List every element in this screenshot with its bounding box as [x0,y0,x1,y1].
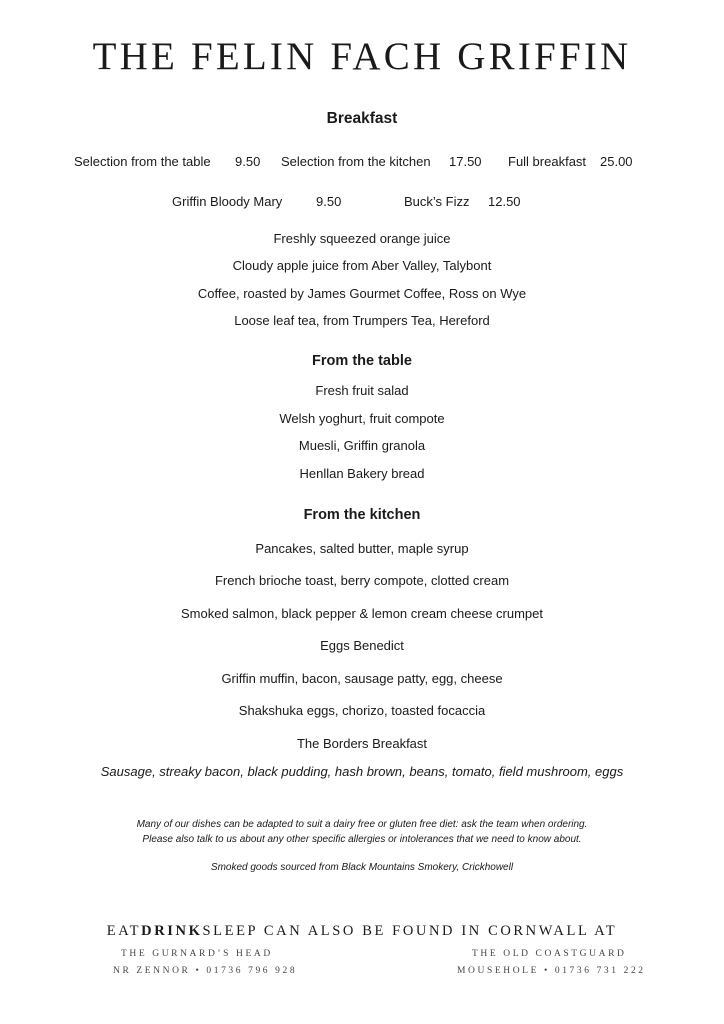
price-value: 25.00 [600,154,633,169]
menu-item: Muesli, Griffin granola [298,438,426,453]
breakfast-heading: Breakfast [326,110,398,127]
menu-item: Henllan Bakery bread [299,466,425,481]
drink-item: Freshly squeezed orange juice [273,231,451,246]
menu-item: Eggs Benedict [320,638,404,653]
price-value: 9.50 [316,194,342,209]
price-value: 12.50 [488,194,521,209]
price-value: 17.50 [449,154,482,169]
sleep-text: SLEEP CAN ALSO BE FOUND IN CORNWALL AT [202,923,618,939]
borders-breakfast-detail: Sausage, streaky bacon, black pudding, hash brown, beans, tomato, field mushroom, eggs [100,764,624,779]
price-label: Selection from the kitchen [281,154,431,169]
menu-item: Smoked salmon, black pepper & lemon cream cheese crumpet [180,606,543,621]
gurnards-head-contact: NR ZENNOR • 01736 796 928 [113,966,298,976]
price-label: Selection from the table [74,154,211,169]
menu-item: Shakshuka eggs, chorizo, toasted focaccia [238,703,486,718]
dietary-note: Many of our dishes can be adapted to suit a dairy free or gluten free diet: ask the team when ordering. [136,819,588,830]
price-label: Full breakfast [508,154,587,169]
allergy-note: Please also talk to us about any other specific allergies or intolerances that we need to know about. [142,834,582,845]
old-coastguard-name: THE OLD COASTGUARD [472,949,627,959]
restaurant-title: THE FELIN FACH GRIFFIN [92,35,632,78]
menu-item: Fresh fruit salad [315,383,409,398]
from-table-heading: From the table [312,353,412,369]
smokery-note: Smoked goods sourced from Black Mountains Smokery, Crickhowell [210,862,514,873]
menu-item: French brioche toast, berry compote, clotted cream [214,573,510,588]
drink-text: DRINK [141,923,203,939]
drink-item: Loose leaf tea, from Trumpers Tea, Hereford [234,313,490,328]
from-kitchen-heading: From the kitchen [303,507,421,523]
price-label: Buck’s Fizz [404,194,470,209]
old-coastguard-contact: MOUSEHOLE • 01736 731 222 [457,966,646,976]
menu-item: Pancakes, salted butter, maple syrup [255,541,469,556]
menu-item: Griffin muffin, bacon, sausage patty, egg, cheese [221,671,503,686]
menu-item: Welsh yoghurt, fruit compote [279,411,445,426]
gurnards-head-name: THE GURNARD’S HEAD [121,949,273,959]
eat-text: EAT [106,923,142,939]
price-value: 9.50 [235,154,261,169]
price-label: Griffin Bloody Mary [172,194,283,209]
drink-item: Coffee, roasted by James Gourmet Coffee, Ross on Wye [197,286,527,301]
cornwall-banner [0,923,724,940]
menu-item: The Borders Breakfast [296,736,428,751]
drink-item: Cloudy apple juice from Aber Valley, Talybont [232,258,492,273]
